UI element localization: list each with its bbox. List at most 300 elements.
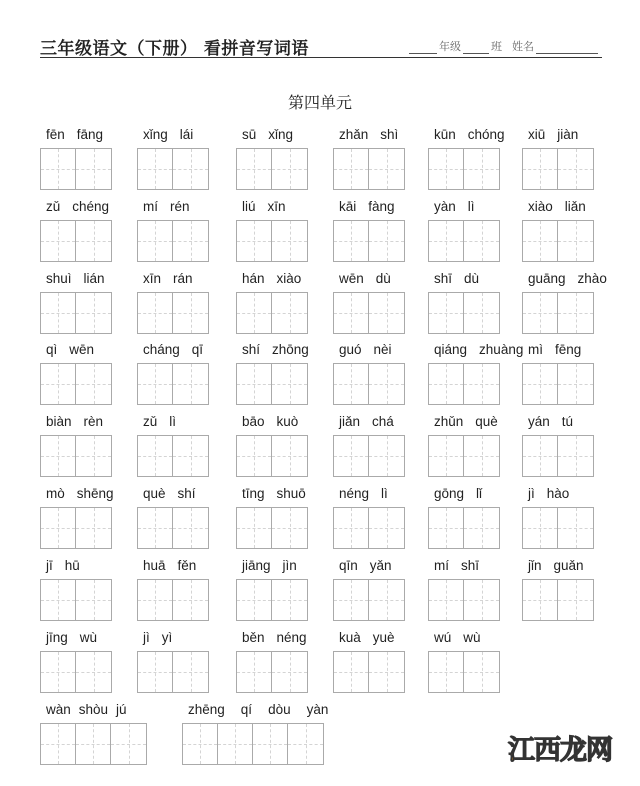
pinyin-syllable: guó: [339, 342, 362, 358]
pinyin-syllable: lái: [179, 127, 194, 142]
character-cell[interactable]: [41, 508, 76, 548]
word-item: [236, 342, 309, 405]
word-item: [40, 486, 114, 549]
word-item: [428, 198, 500, 262]
pinyin-label: [428, 199, 483, 214]
pinyin-syllable: zǔ: [46, 198, 61, 214]
pinyin-label: [188, 702, 344, 717]
character-cell[interactable]: [237, 436, 272, 476]
pinyin-syllable: xǐng: [268, 127, 294, 142]
character-cell[interactable]: [523, 580, 558, 620]
pinyin-syllable: fàng: [368, 198, 395, 214]
pinyin-label: [428, 486, 490, 501]
character-cell[interactable]: [369, 364, 404, 404]
pinyin-syllable: zhuàng: [479, 342, 524, 358]
writing-box: [333, 435, 405, 477]
character-cell[interactable]: [173, 580, 208, 620]
character-cell[interactable]: [111, 724, 146, 764]
pinyin-syllable: rén: [170, 198, 190, 214]
writing-box: [522, 363, 594, 405]
pinyin-label: [428, 127, 513, 142]
character-cell[interactable]: [272, 580, 307, 620]
character-cell[interactable]: [464, 580, 499, 620]
word-item: [137, 198, 209, 262]
pinyin-label: [137, 558, 204, 573]
character-cell[interactable]: [138, 508, 173, 548]
word-item: [428, 270, 500, 334]
writing-box: [428, 220, 500, 262]
writing-box: [522, 579, 594, 621]
word-item: [522, 198, 594, 262]
word-item: [40, 270, 112, 334]
word-item: [137, 629, 209, 693]
pinyin-label: [333, 271, 399, 286]
writing-box: [40, 292, 112, 334]
word-item: [333, 629, 405, 693]
character-cell[interactable]: [41, 364, 76, 404]
character-cell[interactable]: [523, 364, 558, 404]
worksheet-title: 三年级语文（下册） 看拼音写词语: [40, 39, 309, 59]
pinyin-syllable: xiào: [276, 270, 302, 286]
character-cell[interactable]: [429, 293, 464, 333]
character-cell[interactable]: [464, 364, 499, 404]
character-cell[interactable]: [76, 580, 111, 620]
character-cell[interactable]: [183, 724, 218, 764]
writing-box: [428, 292, 500, 334]
character-cell[interactable]: [41, 724, 76, 764]
pinyin-label: [137, 486, 204, 501]
pinyin-syllable: shī: [434, 270, 453, 286]
writing-box: [236, 148, 308, 190]
writing-box: [522, 292, 594, 334]
pinyin-syllable: jiāng: [242, 557, 271, 573]
word-item: [428, 342, 524, 405]
word-item: [236, 270, 308, 334]
character-cell[interactable]: [558, 149, 593, 189]
pinyin-syllable: xīn: [143, 270, 162, 286]
pinyin-syllable: lǐ: [476, 486, 483, 501]
writing-box: [236, 292, 308, 334]
character-cell[interactable]: [237, 652, 272, 692]
pinyin-syllable: shī: [461, 557, 480, 573]
writing-box: [137, 651, 209, 693]
name-label: 姓名: [512, 40, 534, 53]
pinyin-syllable: wù: [79, 629, 98, 645]
character-cell[interactable]: [173, 436, 208, 476]
character-cell[interactable]: [237, 580, 272, 620]
pinyin-syllable: liú: [242, 198, 256, 214]
writing-box: [236, 579, 308, 621]
pinyin-label: [333, 630, 403, 645]
pinyin-syllable: cháng: [143, 342, 180, 358]
character-cell[interactable]: [334, 221, 369, 261]
pinyin-label: [522, 271, 615, 286]
character-cell[interactable]: [558, 364, 593, 404]
character-cell[interactable]: [523, 436, 558, 476]
word-item: [428, 557, 500, 621]
character-cell[interactable]: [334, 580, 369, 620]
pinyin-syllable: xiū: [528, 127, 546, 142]
pinyin-syllable: néng: [276, 629, 307, 645]
character-cell[interactable]: [429, 149, 464, 189]
character-cell[interactable]: [41, 221, 76, 261]
writing-box: [428, 651, 500, 693]
pinyin-syllable: mò: [46, 486, 65, 501]
writing-box: [40, 723, 147, 765]
character-cell[interactable]: [173, 652, 208, 692]
word-item: [428, 127, 505, 190]
word-item: [137, 342, 209, 405]
pinyin-label: [236, 630, 315, 645]
word-item: [40, 629, 112, 693]
pinyin-label: [236, 414, 306, 429]
pinyin-label: [236, 127, 301, 142]
grade-label: 年级: [439, 40, 461, 53]
character-cell[interactable]: [173, 149, 208, 189]
character-cell[interactable]: [334, 652, 369, 692]
pinyin-syllable: jīng: [46, 629, 68, 645]
writing-box: [137, 363, 209, 405]
character-cell[interactable]: [369, 436, 404, 476]
student-info: [407, 38, 600, 54]
writing-box: [428, 363, 500, 405]
pinyin-label: [40, 558, 88, 573]
pinyin-syllable: běn: [242, 629, 265, 645]
character-cell[interactable]: [523, 149, 558, 189]
writing-box: [40, 220, 112, 262]
pinyin-syllable: jìn: [282, 557, 297, 573]
pinyin-syllable: què: [475, 414, 498, 430]
writing-box: [40, 579, 112, 621]
word-item: [40, 198, 112, 262]
character-cell[interactable]: [464, 293, 499, 333]
character-cell[interactable]: [523, 293, 558, 333]
character-cell[interactable]: [464, 436, 499, 476]
pinyin-syllable: lián: [83, 270, 105, 286]
pinyin-syllable: chá: [372, 414, 394, 430]
character-cell[interactable]: [272, 149, 307, 189]
character-cell[interactable]: [272, 652, 307, 692]
writing-box: [236, 435, 308, 477]
pinyin-label: [137, 271, 201, 286]
writing-box: [522, 148, 594, 190]
pinyin-syllable: zhào: [577, 270, 607, 286]
character-cell[interactable]: [369, 508, 404, 548]
word-item: [428, 629, 500, 693]
character-cell[interactable]: [523, 508, 558, 548]
word-item: [522, 127, 594, 190]
pinyin-label: [236, 342, 317, 357]
pinyin-label: [236, 486, 314, 501]
pinyin-label: [428, 414, 506, 429]
pinyin-label: [46, 702, 135, 717]
character-cell[interactable]: [76, 221, 111, 261]
character-cell[interactable]: [558, 221, 593, 261]
character-cell[interactable]: [272, 508, 307, 548]
character-cell[interactable]: [138, 652, 173, 692]
class-blank[interactable]: [463, 41, 489, 54]
pinyin-syllable: qì: [46, 342, 58, 358]
pinyin-syllable: jiǎn: [339, 414, 361, 430]
pinyin-syllable: mí: [143, 198, 158, 214]
pinyin-label: [333, 558, 400, 573]
pinyin-syllable: gōng: [434, 486, 465, 501]
character-cell[interactable]: [237, 364, 272, 404]
word-item: [236, 127, 308, 190]
pinyin-syllable: shì: [380, 127, 399, 142]
pinyin-label: [333, 486, 396, 501]
character-cell[interactable]: [558, 508, 593, 548]
word-item: [40, 557, 112, 621]
pinyin-syllable: yǎn: [369, 557, 392, 573]
pinyin-label: [428, 342, 531, 357]
character-cell[interactable]: [369, 293, 404, 333]
class-label: 班: [491, 40, 502, 53]
pinyin-syllable: wēn: [339, 270, 364, 286]
character-cell[interactable]: [429, 508, 464, 548]
character-cell[interactable]: [334, 364, 369, 404]
pinyin-syllable: kuà: [339, 629, 361, 645]
pinyin-syllable: jú: [116, 702, 127, 717]
character-cell[interactable]: [429, 436, 464, 476]
writing-box: [428, 148, 500, 190]
writing-box: [428, 579, 500, 621]
character-cell[interactable]: [253, 724, 288, 764]
pinyin-label: [236, 271, 309, 286]
pinyin-syllable: shuì: [46, 270, 72, 286]
pinyin-syllable: jī: [46, 557, 53, 573]
pinyin-syllable: mì: [528, 342, 543, 358]
pinyin-syllable: wēn: [69, 342, 95, 358]
writing-box: [333, 579, 405, 621]
character-cell[interactable]: [429, 652, 464, 692]
character-cell[interactable]: [288, 724, 323, 764]
character-cell[interactable]: [41, 149, 76, 189]
character-cell[interactable]: [138, 149, 173, 189]
word-item: [522, 486, 594, 549]
pinyin-label: [428, 630, 489, 645]
pinyin-syllable: hū: [64, 557, 80, 573]
pinyin-label: [40, 486, 122, 501]
character-cell[interactable]: [218, 724, 253, 764]
pinyin-syllable: sū: [242, 127, 257, 142]
pinyin-syllable: shí: [242, 342, 261, 358]
writing-box: [137, 292, 209, 334]
writing-box: [236, 363, 308, 405]
pinyin-syllable: yán: [528, 414, 550, 430]
word-item: [333, 414, 405, 477]
pinyin-syllable: zhēng: [188, 702, 225, 717]
character-cell[interactable]: [237, 508, 272, 548]
character-cell[interactable]: [173, 221, 208, 261]
character-cell[interactable]: [76, 652, 111, 692]
pinyin-label: [40, 630, 105, 645]
character-cell[interactable]: [76, 724, 111, 764]
character-cell[interactable]: [76, 508, 111, 548]
character-cell[interactable]: [429, 364, 464, 404]
word-item: [137, 270, 209, 334]
pinyin-syllable: lì: [381, 486, 388, 501]
pinyin-syllable: xǐng: [143, 127, 168, 142]
word-item: [333, 270, 405, 334]
character-cell[interactable]: [76, 364, 111, 404]
pinyin-label: [137, 342, 211, 357]
character-cell[interactable]: [334, 149, 369, 189]
character-cell[interactable]: [138, 221, 173, 261]
pinyin-syllable: dù: [375, 270, 391, 286]
character-cell[interactable]: [237, 221, 272, 261]
pinyin-label: [333, 127, 406, 142]
pinyin-syllable: yàn: [306, 702, 329, 717]
pinyin-syllable: lì: [169, 414, 177, 430]
writing-box: [137, 148, 209, 190]
pinyin-label: [428, 558, 487, 573]
character-cell[interactable]: [464, 508, 499, 548]
character-cell[interactable]: [369, 580, 404, 620]
pinyin-syllable: yì: [161, 629, 173, 645]
pinyin-syllable: yuè: [372, 629, 395, 645]
pinyin-label: [137, 414, 184, 429]
character-cell[interactable]: [173, 364, 208, 404]
pinyin-syllable: shí: [177, 486, 196, 501]
pinyin-label: [40, 127, 111, 142]
pinyin-syllable: fěn: [177, 557, 197, 573]
character-cell[interactable]: [138, 364, 173, 404]
pinyin-syllable: jǐn: [528, 557, 542, 573]
writing-box: [236, 651, 308, 693]
character-cell[interactable]: [138, 436, 173, 476]
word-item: [40, 342, 112, 405]
word-item: [236, 198, 308, 262]
pinyin-syllable: zhǔn: [434, 414, 464, 430]
pinyin-syllable: rèn: [83, 414, 104, 430]
character-cell[interactable]: [138, 293, 173, 333]
pinyin-syllable: shòu: [78, 702, 109, 717]
character-cell[interactable]: [523, 221, 558, 261]
pinyin-syllable: kāi: [339, 198, 357, 214]
character-cell[interactable]: [41, 580, 76, 620]
writing-box: [333, 651, 405, 693]
character-cell[interactable]: [334, 436, 369, 476]
pinyin-syllable: qí: [240, 702, 253, 717]
pinyin-syllable: qīn: [339, 557, 358, 573]
character-cell[interactable]: [429, 580, 464, 620]
word-item: [522, 270, 607, 334]
writing-box: [40, 148, 112, 190]
pinyin-label: [40, 271, 113, 286]
writing-box: [333, 220, 405, 262]
character-cell[interactable]: [237, 149, 272, 189]
pinyin-syllable: chóng: [467, 127, 505, 142]
pinyin-syllable: guāng: [528, 270, 566, 286]
writing-box: [522, 435, 594, 477]
writing-box: [333, 292, 405, 334]
pinyin-label: [137, 199, 198, 214]
character-cell[interactable]: [41, 293, 76, 333]
unit-title: 第四单元: [287, 93, 352, 112]
pinyin-syllable: dù: [464, 270, 480, 286]
character-cell[interactable]: [272, 221, 307, 261]
pinyin-syllable: fāng: [76, 127, 104, 142]
name-blank[interactable]: [536, 41, 598, 54]
character-cell[interactable]: [41, 652, 76, 692]
character-cell[interactable]: [76, 149, 111, 189]
character-cell[interactable]: [76, 293, 111, 333]
pinyin-syllable: hán: [242, 270, 265, 286]
character-cell[interactable]: [464, 221, 499, 261]
writing-box: [333, 148, 405, 190]
word-item: [236, 414, 308, 477]
word-item: [333, 342, 405, 405]
pinyin-syllable: fēn: [46, 127, 65, 142]
writing-box: [333, 507, 405, 549]
pinyin-syllable: jiàn: [557, 127, 579, 142]
pinyin-syllable: tú: [561, 414, 574, 430]
character-cell[interactable]: [173, 293, 208, 333]
character-cell[interactable]: [237, 293, 272, 333]
character-cell[interactable]: [369, 149, 404, 189]
pinyin-label: [522, 199, 594, 214]
character-cell[interactable]: [138, 580, 173, 620]
pinyin-syllable: bāo: [242, 414, 265, 430]
writing-box: [40, 507, 112, 549]
pinyin-syllable: zhǎn: [339, 127, 369, 142]
character-cell[interactable]: [173, 508, 208, 548]
word-item: [236, 629, 308, 693]
character-cell[interactable]: [41, 436, 76, 476]
word-item: [333, 486, 405, 549]
pinyin-syllable: zǔ: [143, 414, 158, 430]
character-cell[interactable]: [334, 508, 369, 548]
word-item: [333, 127, 405, 190]
character-cell[interactable]: [369, 652, 404, 692]
pinyin-syllable: néng: [339, 486, 370, 501]
pinyin-label: [40, 414, 111, 429]
character-cell[interactable]: [272, 364, 307, 404]
character-cell[interactable]: [272, 293, 307, 333]
character-cell[interactable]: [558, 580, 593, 620]
character-cell[interactable]: [558, 436, 593, 476]
pinyin-label: [137, 630, 180, 645]
word-item: [182, 702, 329, 765]
word-item: [522, 342, 594, 405]
pinyin-label: [40, 342, 102, 357]
pinyin-label: [522, 486, 577, 501]
pinyin-syllable: huā: [143, 557, 166, 573]
grade-blank[interactable]: [409, 41, 437, 54]
word-item: [40, 127, 112, 190]
pinyin-syllable: rán: [173, 270, 193, 286]
pinyin-label: [236, 199, 294, 214]
character-cell[interactable]: [429, 221, 464, 261]
character-cell[interactable]: [464, 149, 499, 189]
character-cell[interactable]: [558, 293, 593, 333]
pinyin-syllable: hào: [546, 486, 570, 501]
character-cell[interactable]: [272, 436, 307, 476]
character-cell[interactable]: [369, 221, 404, 261]
writing-box: [137, 435, 209, 477]
character-cell[interactable]: [464, 652, 499, 692]
word-item: [137, 557, 209, 621]
character-cell[interactable]: [76, 436, 111, 476]
pinyin-label: [333, 342, 400, 357]
character-cell[interactable]: [334, 293, 369, 333]
writing-box: [137, 220, 209, 262]
word-item: [40, 702, 147, 765]
pinyin-syllable: kūn: [434, 127, 456, 142]
pinyin-syllable: jì: [143, 629, 150, 645]
pinyin-syllable: mí: [434, 557, 449, 573]
